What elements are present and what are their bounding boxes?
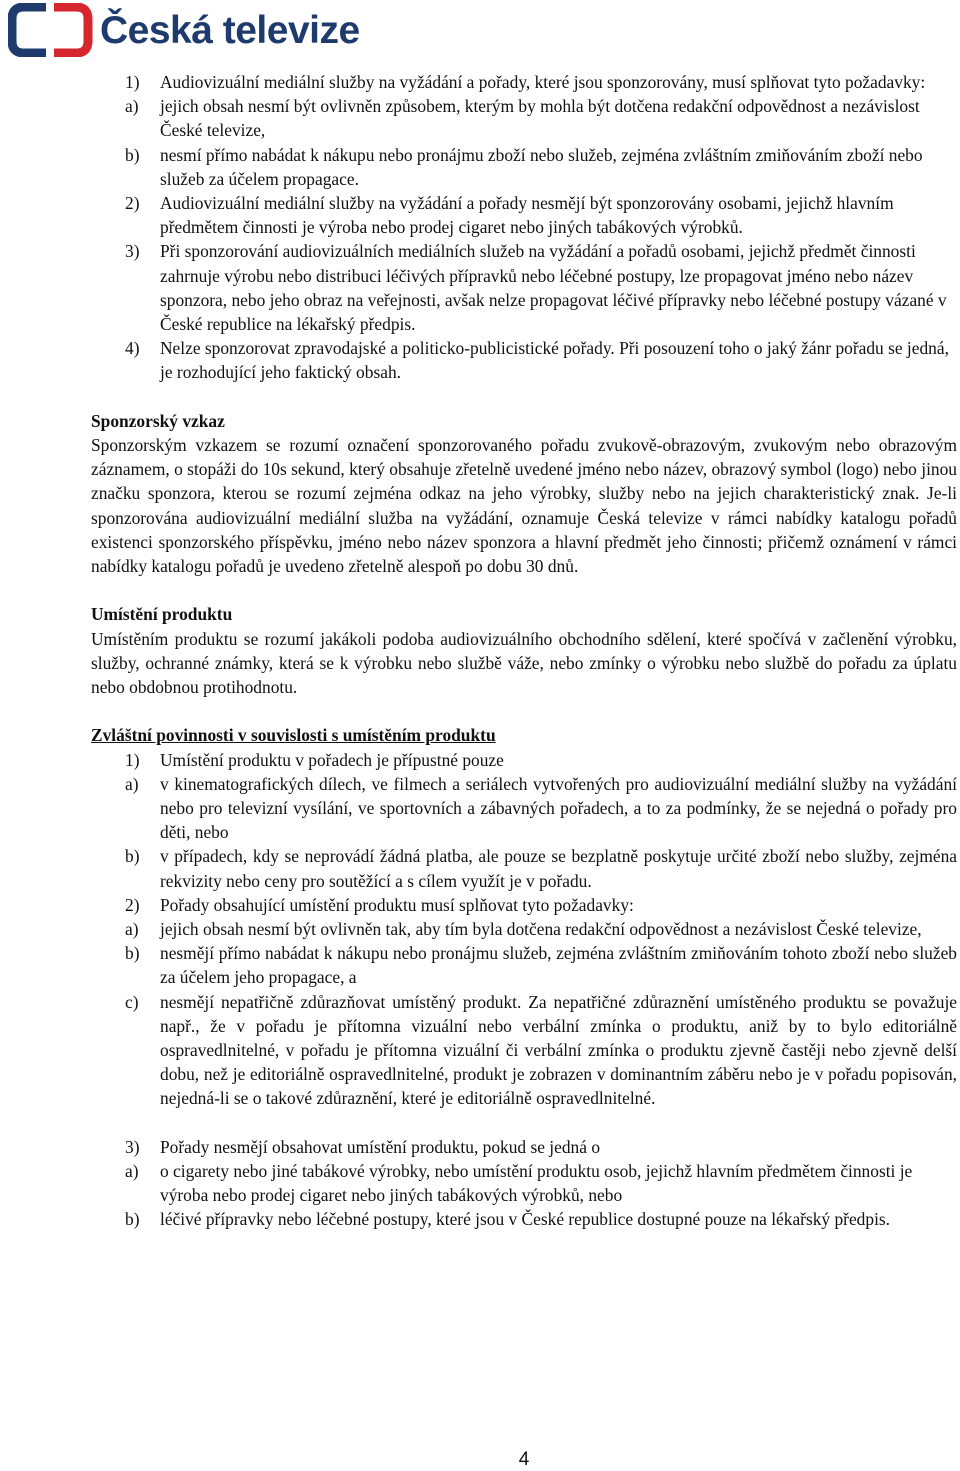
list-item-text: v případech, kdy se neprovádí žádná platba, ale pouze se bezplatně poskytuje určité zboží nebo služby, zejména rekvizity nebo ceny pro soutěžící a s cílem využít je v pořadu. xyxy=(160,846,957,891)
list-item xyxy=(91,917,957,941)
list-item-marker: a) xyxy=(125,96,139,117)
sponsor-message-heading: Sponzorský vzkaz xyxy=(91,410,225,431)
ct-logo-icon xyxy=(8,3,94,57)
list-item xyxy=(91,990,957,1111)
list-item xyxy=(91,844,957,892)
list-item-marker: 2) xyxy=(125,193,140,214)
list-item-text: jejich obsah nesmí být ovlivněn způsobem, kterým by mohla být dotčena redakční odpovědnost a nezávislost České televize, xyxy=(160,96,920,141)
section1-list xyxy=(91,70,957,385)
list-item-marker: b) xyxy=(125,846,140,867)
list-item xyxy=(91,1207,957,1231)
page-number: 4 xyxy=(518,1449,530,1470)
list-item-marker: b) xyxy=(125,144,140,165)
list-item-text: Pořady nesmějí obsahovat umístění produktu, pokud se jedná o xyxy=(160,1136,601,1157)
list-item-text: nesmějí nepatřičně zdůrazňovat umístěný produkt. Za nepatřičné zdůraznění umístěného produktu se považuje např., že v pořadu je přítomna vizuální nebo verbální zmínka o produktu, aniž by to bylo editoriálně ospravedlnitelné, v pořadu je přítomna vizuální či verbální zmínka o produktu zjevně častěji nebo zjevně delší dobu, než je editoriálně ospravedlnitelné, produkt je zobrazen v dominantním záběru nebo je v pořadu popisován, nejedná-li se o takové zdůraznění, které je editoriálně ospravedlnitelné. xyxy=(160,991,957,1109)
list-item-marker: 2) xyxy=(125,894,140,915)
brand-name: Česká televize xyxy=(100,8,360,52)
list-item-text: nesmějí přímo nabádat k nákupu nebo pronájmu služeb, zejména zvláštním zmiňováním tohoto zboží nebo služeb za účelem jeho propagace, a xyxy=(160,943,957,988)
list-item-text: léčivé přípravky nebo léčebné postupy, které jsou v České republice dostupné pouze na lékařský předpis. xyxy=(160,1209,891,1230)
list-item xyxy=(91,94,957,142)
list-item-marker: a) xyxy=(125,1161,139,1182)
list-item xyxy=(91,748,957,772)
list-item-text: v kinematografických dílech, ve filmech a seriálech vytvořených pro audiovizuální mediální služby na vyžádání nebo pro televizní vysílání, ve sportovních a zábavných pořadech, a to za podmínky, že se nejedná o pořady pro děti, nebo xyxy=(160,773,957,843)
list-item-text: Audiovizuální mediální služby na vyžádání a pořady nesmějí být sponzorovány osobami, jejichž hlavním předmětem činnosti je výroba nebo prodej cigaret nebo jiných tabákových výrobků. xyxy=(160,193,894,238)
list-item xyxy=(91,143,957,191)
list-item-marker: 1) xyxy=(125,749,140,770)
list-item xyxy=(91,70,957,94)
list-item xyxy=(91,941,957,989)
list-item-marker: a) xyxy=(125,919,139,940)
sponsor-message-paragraph: Sponzorským vzkazem se rozumí označení sponzorovaného pořadu zvukově-obrazovým, zvukovým nebo obrazovým záznamem, o stopáži do 10s sekund, který obsahuje zřetelně uvedené jméno nebo název, obrazový symbol (logo) nebo jinou značku sponzora, kterou se rozumí zejména odkaz na jeho výrobky, služby nebo na jejich charakteristický znak. Je-li sponzorována audiovizuální mediální služba na vyžádání, oznamuje Česká televize v rámci nabídky katalogu pořadů existenci sponzorského příspěvku, jméno nebo název sponzora a hlavní předmět jeho činnosti; přičemž oznámení v rámci nabídky katalogu pořadů je uvedeno zřetelně alespoň po dobu 30 dnů. xyxy=(91,435,957,577)
list-item-marker: b) xyxy=(125,943,140,964)
list-item-text: Pořady obsahující umístění produktu musí splňovat tyto požadavky: xyxy=(160,894,634,915)
list-item-marker: c) xyxy=(125,991,139,1012)
list-item-marker: 3) xyxy=(125,241,140,262)
list-item-marker: 1) xyxy=(125,72,140,92)
list-item xyxy=(91,772,957,845)
list-item xyxy=(91,1159,957,1207)
list-item xyxy=(91,336,957,384)
special-obligations-list xyxy=(91,748,957,1111)
brand-logo xyxy=(8,2,360,58)
list-item-marker: 4) xyxy=(125,338,140,359)
list-item-text: jejich obsah nesmí být ovlivněn tak, aby tím byla dotčena redakční odpovědnost a nezávislost České televize, xyxy=(160,919,922,940)
list-item-marker: a) xyxy=(125,773,139,794)
list-item-marker: 3) xyxy=(125,1136,140,1157)
list-item-text: Při sponzorování audiovizuálních mediálních služeb na vyžádání a pořadů osobami, jejichž předmět činnosti zahrnuje výrobu nebo distribuci léčivých přípravků nebo léčebné postupy, lze propagovat jméno nebo název sponzora, nebo jeho obraz na veřejnosti, avšak nelze propagovat léčivé přípravky nebo léčebné postupy vázané v České republice na lékařský předpis. xyxy=(160,241,947,335)
list-item-text: Audiovizuální mediální služby na vyžádání a pořady, které jsou sponzorovány, musí splňovat tyto požadavky: xyxy=(160,72,926,92)
product-placement-heading: Umístění produktu xyxy=(91,604,233,625)
list-item xyxy=(91,1135,957,1159)
list-item xyxy=(91,893,957,917)
list-item-text: o cigarety nebo jiné tabákové výrobky, nebo umístění produktu osob, jejichž hlavním předmětem činnosti je výroba nebo prodej cigaret nebo jiných tabákových výrobků, nebo xyxy=(160,1161,913,1206)
special-obligations-heading: Zvláštní povinnosti v souvislosti s umístěním produktu xyxy=(91,725,496,746)
document-body xyxy=(91,70,957,1232)
list-item xyxy=(91,191,957,239)
list-item-text: Umístění produktu v pořadech je přípustné pouze xyxy=(160,749,504,770)
list-item-text: Nelze sponzorovat zpravodajské a politicko-publicistické pořady. Při posouzení toho o jaký žánr pořadu se jedná, je rozhodující jeho faktický obsah. xyxy=(160,338,949,383)
product-placement-paragraph: Umístěním produktu se rozumí jakákoli podoba audiovizuálního obchodního sdělení, které spočívá v začlenění výrobku, služby, ochranné známky, která se k výrobku nebo službě váže, nebo zmínky o výrobku nebo službě do pořadu za úplatu nebo obdobnou protihodnotu. xyxy=(91,628,957,698)
list-item xyxy=(91,239,957,336)
list-item-marker: b) xyxy=(125,1209,140,1230)
special-obligations-list-continued xyxy=(91,1135,957,1232)
list-item-text: nesmí přímo nabádat k nákupu nebo pronájmu zboží nebo služeb, zejména zvláštním zmiňováním zboží nebo služeb za účelem propagace. xyxy=(160,144,923,189)
